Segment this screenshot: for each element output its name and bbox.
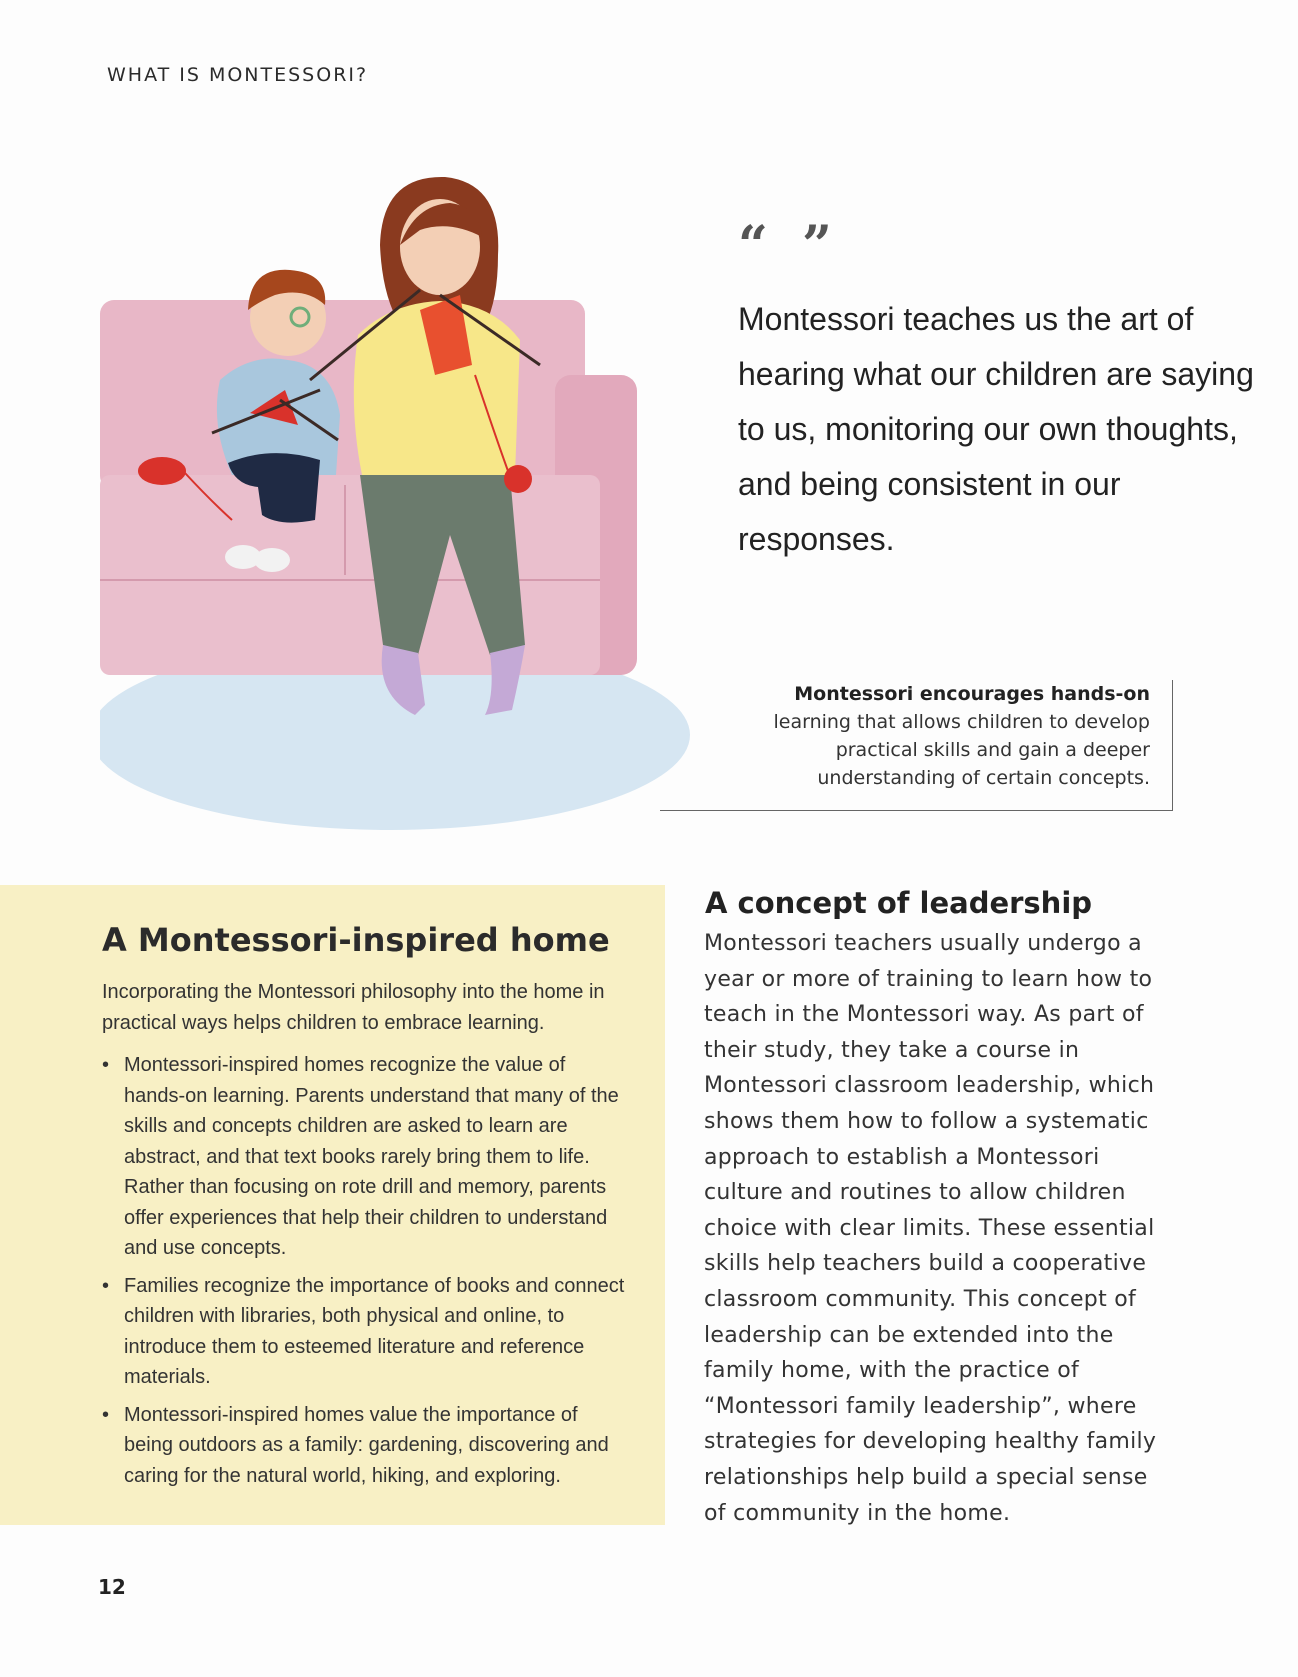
running-head: WHAT IS MONTESSORI?: [107, 64, 369, 86]
quote-text: Montessori teaches us the art of hearing what our children are saying to us, monitoring our own thoughts, and being consistent in our responses.: [738, 301, 1254, 557]
caption-lead: Montessori encourages hands-on: [794, 683, 1150, 705]
home-panel-intro: Incorporating the Montessori philosophy into the home in practical ways helps children to embrace learning.: [102, 981, 605, 1034]
leadership-body: Montessori teachers usually undergo a year or more of training to learn how to teach in the Montessori way. As part of their study, they take a course in Montessori classroom leadership, which shows them how to follow a systematic approach to establish a Montessori culture and routines to allow children choice with clear limits. These essential skills help teachers build a cooperative classroom community. This concept of leadership can be extended into the family home, with the practice of “Montessori family leadership”, where strategies for developing healthy family relationships help build a special sense of community in the home.: [704, 931, 1157, 1526]
home-panel: [0, 885, 665, 1525]
list-item: • Montessori-inspired homes recognize the value of hands-on learning. Parents understand that many of the skills and concepts children are asked to learn are abstract, and that text books rarely bring them to life. Rather than focusing on rote drill and memory, parents offer experiences that help their children to understand and use concepts.: [102, 1050, 632, 1264]
list-item: • Montessori-inspired homes value the importance of being outdoors as a family: gardening, discovering and caring for the natural world, hiking, and exploring.: [102, 1400, 632, 1492]
list-item: • Families recognize the importance of books and connect children with libraries, both physical and online, to introduce them to esteemed literature and reference materials.: [102, 1271, 632, 1393]
home-panel-list: [102, 1050, 632, 1498]
image-caption: [720, 680, 1150, 792]
knitting-illustration: [100, 175, 700, 840]
leadership-heading: A concept of leadership: [705, 886, 1093, 920]
pull-quote: [738, 215, 1258, 567]
image-caption-box: [660, 680, 1173, 811]
page-number: 12: [98, 1575, 126, 1599]
caption-rest: learning that allows children to develop practical skills and gain a deeper understanding of certain concepts.: [773, 711, 1150, 789]
illustration-svg: [100, 175, 700, 840]
yarn-ball-left: [138, 457, 186, 485]
quote-marks-icon: “ ”: [738, 215, 840, 276]
home-panel-heading: A Montessori-inspired home: [102, 921, 610, 959]
